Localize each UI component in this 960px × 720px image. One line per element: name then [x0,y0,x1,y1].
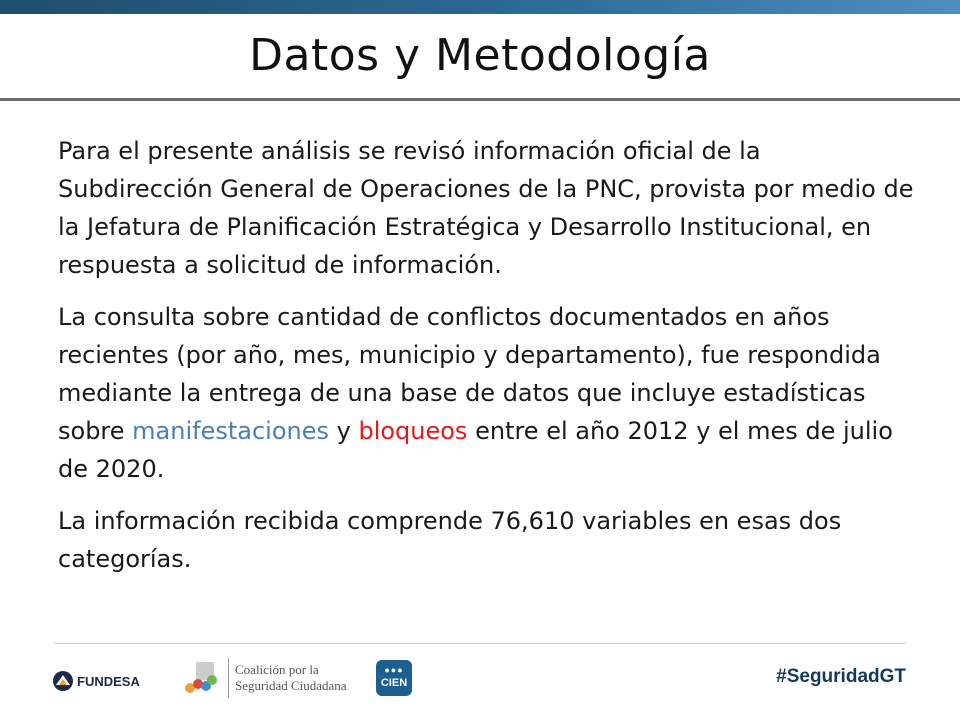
coalicion-icon [182,658,222,698]
slide-body [58,132,918,592]
hashtag: #SeguridadGT [776,666,906,687]
fundesa-logo [52,666,140,696]
footer [0,652,960,712]
fundesa-icon [52,670,74,692]
cien-label: CIEN [380,677,408,689]
slide-title: Datos y Metodología [249,30,711,81]
header-bar [0,0,960,14]
paragraph-2 [58,298,918,488]
paragraph-3: La información recibida comprende 76,610 variables en esas dos categorías. [58,507,842,573]
coalicion-line-2: Seguridad Ciudadana [235,678,347,693]
footer-divider [54,643,906,644]
fundesa-label: FUNDESA [77,673,140,689]
paragraph-1: Para el presente análisis se revisó información oficial de la Subdirección General de Operaciones de la PNC, provista por medio de la Jefatura de Planificación Estratégica y Desarrollo Institucional, en respuesta a solicitud de información. [58,137,914,279]
coalicion-divider [228,658,229,698]
paragraph-2-part-3: entre el año 2012 y el mes de julio de 2020. [58,417,893,483]
coalicion-line-1: Coalición por la [235,662,319,677]
paragraph-2-part-1: La consulta sobre cantidad de conflictos documentados en años recientes (por año, mes, municipio y departamento), fue respondida mediante la entrega de una base de datos que incluye estadísticas sobre [58,303,881,445]
title-divider [0,98,960,101]
cien-dots: ●●● [384,665,404,675]
highlight-manifestaciones: manifestaciones [132,417,329,445]
cien-logo [376,660,412,696]
paragraph-2-part-2: y [328,417,359,445]
highlight-bloqueos: bloqueos [358,417,468,445]
coalicion-logo [182,658,347,698]
coalicion-text [235,662,347,694]
